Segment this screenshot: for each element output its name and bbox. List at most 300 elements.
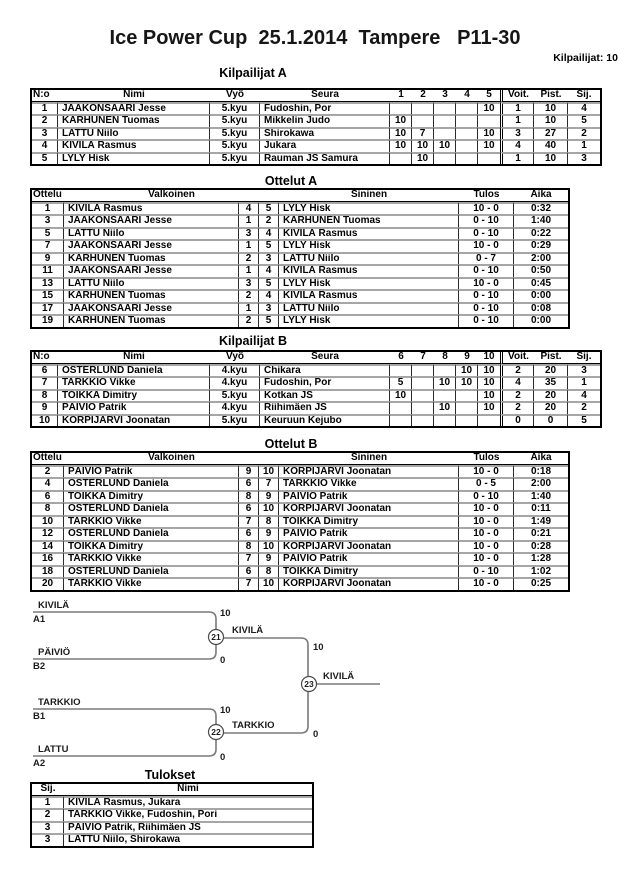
- medal-bracket: [0, 592, 630, 777]
- cell: 0:00: [514, 314, 568, 327]
- cell: LATTU Niilo: [64, 277, 239, 290]
- col-wins: Voit.: [500, 352, 534, 364]
- cell: [412, 414, 434, 427]
- cell: 10: [534, 102, 568, 115]
- cell: 13: [32, 277, 64, 290]
- col-round-8: 8: [434, 352, 456, 364]
- cell: 10 - 0: [459, 239, 514, 252]
- table-row: [32, 565, 568, 578]
- cell: KIVILÄ Rasmus: [279, 289, 459, 302]
- sf1-match-no: 21: [211, 632, 221, 642]
- cell: [412, 114, 434, 127]
- cell: 10: [32, 515, 64, 528]
- cell: 5.kyu: [210, 152, 260, 165]
- table-row: [32, 264, 568, 277]
- cell: TOIKKA Dimitry: [64, 540, 239, 553]
- cell: 0 - 10: [459, 314, 514, 327]
- cell: 8: [239, 540, 259, 553]
- cell: [434, 364, 456, 377]
- cell: 7: [32, 239, 64, 252]
- cell: 0:08: [514, 302, 568, 315]
- col-result: Tulos: [459, 453, 514, 465]
- col-belt: Vyö: [210, 352, 260, 364]
- cell: 6: [239, 502, 259, 515]
- sf1-top-seed: A1: [33, 614, 46, 625]
- table-row: [32, 277, 568, 290]
- table-row: [32, 577, 568, 590]
- table-row: [32, 152, 600, 165]
- cell: 7: [239, 577, 259, 590]
- cell: 10: [456, 364, 478, 377]
- cell: 1: [239, 214, 259, 227]
- col-round-9: 9: [456, 352, 478, 364]
- cell: 5: [259, 277, 279, 290]
- cell: 0: [534, 414, 568, 427]
- table-header-row: [32, 784, 312, 796]
- cell: 2: [239, 314, 259, 327]
- cell: LATTU Niilo: [58, 127, 210, 140]
- cell: 9: [32, 401, 58, 414]
- cell: TARKKIO Vikke: [58, 376, 210, 389]
- cell: TARKKIO Vikke, Fudoshin, Pori: [64, 808, 312, 821]
- cell: KORPIJÄRVI Joonatan: [279, 540, 459, 553]
- cell: 10: [412, 152, 434, 165]
- cell: Shirokawa: [260, 127, 390, 140]
- cell: [412, 364, 434, 377]
- col-white: Valkoinen: [64, 453, 279, 465]
- cell: 6: [239, 565, 259, 578]
- cell: 3: [32, 214, 64, 227]
- cell: [434, 389, 456, 402]
- cell: 4: [500, 376, 534, 389]
- col-belt: Vyö: [210, 90, 260, 102]
- table-row: [32, 502, 568, 515]
- cell: 1:40: [514, 490, 568, 503]
- table-row: [32, 796, 312, 809]
- cell: 10: [434, 139, 456, 152]
- cell: TARKKIO Vikke: [64, 577, 239, 590]
- table-row: [32, 227, 568, 240]
- cell: [456, 139, 478, 152]
- table-row: [32, 252, 568, 265]
- cell: 10: [478, 139, 500, 152]
- cell: 4: [32, 139, 58, 152]
- col-place: Sij.: [32, 784, 64, 796]
- cell: 1: [32, 202, 64, 215]
- cell: 10 - 0: [459, 577, 514, 590]
- col-round-5: 5: [478, 90, 500, 102]
- col-name: Nimi: [64, 784, 312, 796]
- cell: 15: [32, 289, 64, 302]
- cell: Keuruun Kejubo: [260, 414, 390, 427]
- cell: JAAKONSAARI Jesse: [64, 239, 239, 252]
- cell: 4.kyu: [210, 401, 260, 414]
- cell: PÄIVIÖ Patrik: [279, 527, 459, 540]
- cell: Mikkelin Judo: [260, 114, 390, 127]
- cell: LYLY Hisk: [279, 202, 459, 215]
- cell: 5: [259, 202, 279, 215]
- cell: 0 - 10: [459, 264, 514, 277]
- final-winner: KIVILÄ: [323, 671, 355, 682]
- table-row: [32, 314, 568, 327]
- cell: [456, 389, 478, 402]
- table-header-row: [32, 453, 568, 465]
- cell: 5: [390, 376, 412, 389]
- cell: JAAKONSAARI Jesse: [64, 264, 239, 277]
- cell: 2: [568, 401, 600, 414]
- cell: 8: [259, 565, 279, 578]
- cell: Jukara: [260, 139, 390, 152]
- col-club: Seura: [260, 352, 390, 364]
- cell: 1: [500, 114, 534, 127]
- cell: 0:29: [514, 239, 568, 252]
- bracket-line: [223, 638, 308, 677]
- sf1-bottom-seed: B2: [33, 661, 46, 672]
- bracket-line: [33, 709, 216, 725]
- cell: [434, 414, 456, 427]
- col-name: Nimi: [58, 90, 210, 102]
- cell: 7: [239, 515, 259, 528]
- cell: Fudoshin, Por: [260, 102, 390, 115]
- col-match-no: Ottelu: [32, 453, 64, 465]
- table-row: [32, 289, 568, 302]
- table-row: [32, 490, 568, 503]
- cell: LATTU Niilo, Shirokawa: [64, 833, 312, 846]
- cell: 10: [456, 376, 478, 389]
- sf2-bottom-score: 0: [220, 752, 226, 763]
- cell: 2: [259, 214, 279, 227]
- cell: 5: [259, 314, 279, 327]
- col-result: Tulos: [459, 190, 514, 202]
- cell: 5.kyu: [210, 389, 260, 402]
- cell: 14: [32, 540, 64, 553]
- cell: 10 - 0: [459, 502, 514, 515]
- cell: 0 - 10: [459, 490, 514, 503]
- cell: ÖSTERLUND Daniela: [64, 502, 239, 515]
- cell: 0:22: [514, 227, 568, 240]
- cell: 10: [478, 401, 500, 414]
- cell: 1: [500, 102, 534, 115]
- cell: ÖSTERLUND Daniela: [64, 477, 239, 490]
- col-round-2: 2: [412, 90, 434, 102]
- cell: 20: [534, 401, 568, 414]
- cell: 3: [259, 252, 279, 265]
- cell: [434, 152, 456, 165]
- cell: 0:11: [514, 502, 568, 515]
- col-round-3: 3: [434, 90, 456, 102]
- cell: KIVILÄ Rasmus, Jukara: [64, 796, 312, 809]
- sf2-top-seed: B1: [33, 711, 46, 722]
- cell: KIVILÄ Rasmus: [279, 264, 459, 277]
- cell: 35: [534, 376, 568, 389]
- cell: 10: [534, 114, 568, 127]
- col-time: Aika: [514, 453, 568, 465]
- matches-b-table: [30, 451, 570, 592]
- pool-a-table: [30, 88, 602, 166]
- cell: 4.kyu: [210, 364, 260, 377]
- cell: TOIKKA Dimitry: [279, 565, 459, 578]
- col-round-1: 1: [390, 90, 412, 102]
- cell: 7: [239, 552, 259, 565]
- cell: [434, 114, 456, 127]
- col-round-7: 7: [412, 352, 434, 364]
- page-title: Ice Power Cup 25.1.2014 Tampere P11-30: [109, 27, 521, 49]
- cell: KORPIJÄRVI Joonatan: [279, 577, 459, 590]
- cell: 0:28: [514, 540, 568, 553]
- cell: 2:00: [514, 477, 568, 490]
- table-row: [32, 477, 568, 490]
- sf2-winner: TARKKIO: [232, 720, 275, 731]
- cell: 1: [239, 302, 259, 315]
- cell: 6: [32, 490, 64, 503]
- cell: 0 - 10: [459, 565, 514, 578]
- final-match-no: 23: [304, 679, 314, 689]
- cell: 5.kyu: [210, 139, 260, 152]
- cell: [412, 102, 434, 115]
- col-points: Pist.: [534, 352, 568, 364]
- sf1-top-score: 10: [220, 608, 231, 619]
- cell: 10: [390, 114, 412, 127]
- cell: 10: [32, 414, 58, 427]
- sf2-match-no: 22: [211, 727, 221, 737]
- cell: 5: [568, 114, 600, 127]
- cell: [478, 114, 500, 127]
- cell: 10: [478, 127, 500, 140]
- cell: 10 - 0: [459, 202, 514, 215]
- cell: 1: [32, 102, 58, 115]
- table-row: [32, 540, 568, 553]
- cell: 3: [32, 833, 64, 846]
- cell: 4: [259, 264, 279, 277]
- cell: ÖSTERLUND Daniela: [64, 527, 239, 540]
- table-row: [32, 515, 568, 528]
- cell: [390, 401, 412, 414]
- cell: 5: [259, 239, 279, 252]
- cell: 17: [32, 302, 64, 315]
- cell: LYLY Hisk: [279, 239, 459, 252]
- table-row: [32, 302, 568, 315]
- cell: 1:49: [514, 515, 568, 528]
- col-blue: Sininen: [279, 190, 459, 202]
- col-time: Aika: [514, 190, 568, 202]
- cell: 3: [239, 227, 259, 240]
- cell: 10 - 0: [459, 540, 514, 553]
- cell: KORPIJÄRVI Joonatan: [279, 465, 459, 478]
- col-wins: Voit.: [500, 90, 534, 102]
- cell: 0:00: [514, 289, 568, 302]
- table-row: [32, 821, 312, 834]
- sf1-bottom-score: 0: [220, 655, 226, 666]
- cell: 0 - 10: [459, 227, 514, 240]
- results-table: [30, 782, 314, 848]
- cell: Riihimäen JS: [260, 401, 390, 414]
- cell: 2: [32, 808, 64, 821]
- col-place: Sij.: [568, 90, 600, 102]
- cell: 0:32: [514, 202, 568, 215]
- table-row: [32, 414, 600, 427]
- cell: [390, 152, 412, 165]
- cell: 10: [390, 139, 412, 152]
- sf2-bottom-name: LATTU: [38, 744, 69, 755]
- cell: 10: [259, 577, 279, 590]
- cell: LATTU Niilo: [64, 227, 239, 240]
- col-round-10: 10: [478, 352, 500, 364]
- cell: 0 - 10: [459, 302, 514, 315]
- cell: 2: [500, 401, 534, 414]
- cell: PÄIVIÖ Patrik: [279, 552, 459, 565]
- cell: 3: [568, 364, 600, 377]
- table-row: [32, 808, 312, 821]
- table-row: [32, 389, 600, 402]
- cell: [390, 102, 412, 115]
- cell: 3: [568, 152, 600, 165]
- cell: 1: [239, 264, 259, 277]
- cell: 8: [259, 515, 279, 528]
- cell: 20: [534, 364, 568, 377]
- cell: 20: [534, 389, 568, 402]
- table-row: [32, 127, 600, 140]
- results-heading: Tulokset: [144, 768, 196, 782]
- cell: LYLY Hisk: [279, 277, 459, 290]
- cell: 2: [32, 114, 58, 127]
- sf1-winner: KIVILÄ: [232, 625, 264, 636]
- col-round-4: 4: [456, 90, 478, 102]
- cell: 11: [32, 264, 64, 277]
- cell: 2: [239, 289, 259, 302]
- cell: 2: [500, 389, 534, 402]
- table-row: [32, 401, 600, 414]
- pool-a-heading: Kilpailijat A: [219, 66, 287, 80]
- cell: PÄIVIÖ Patrik: [279, 490, 459, 503]
- cell: 2:00: [514, 252, 568, 265]
- cell: 5.kyu: [210, 102, 260, 115]
- cell: PÄIVIÖ Patrik: [64, 465, 239, 478]
- cell: 7: [259, 477, 279, 490]
- cell: 2: [32, 465, 64, 478]
- cell: 10 - 0: [459, 515, 514, 528]
- cell: 1: [568, 139, 600, 152]
- cell: [456, 102, 478, 115]
- cell: Chikara: [260, 364, 390, 377]
- table-row: [32, 833, 312, 846]
- table-row: [32, 102, 600, 115]
- matches-b-heading: Ottelut B: [264, 437, 318, 451]
- cell: 5.kyu: [210, 127, 260, 140]
- matches-a-heading: Ottelut A: [264, 174, 318, 188]
- cell: 9: [259, 552, 279, 565]
- col-white: Valkoinen: [64, 190, 279, 202]
- cell: 6: [239, 527, 259, 540]
- col-round-6: 6: [390, 352, 412, 364]
- cell: KARHUNEN Tuomas: [58, 114, 210, 127]
- cell: 9: [239, 465, 259, 478]
- cell: Rauman JS Samura: [260, 152, 390, 165]
- cell: [390, 414, 412, 427]
- cell: KORPIJÄRVI Joonatan: [58, 414, 210, 427]
- cell: KARHUNEN Tuomas: [64, 289, 239, 302]
- bracket-line: [33, 612, 216, 630]
- cell: LYLY Hisk: [58, 152, 210, 165]
- col-points: Pist.: [534, 90, 568, 102]
- cell: 4: [568, 102, 600, 115]
- cell: KORPIJÄRVI Joonatan: [279, 502, 459, 515]
- table-header-row: [32, 90, 600, 102]
- cell: KIVILÄ Rasmus: [64, 202, 239, 215]
- sf1-bottom-name: PÄIVIÖ: [38, 647, 71, 658]
- cell: 4: [32, 477, 64, 490]
- cell: 4: [239, 202, 259, 215]
- table-row: [32, 114, 600, 127]
- cell: 2: [239, 252, 259, 265]
- cell: [456, 152, 478, 165]
- sf1-top-name: KIVILÄ: [38, 600, 70, 611]
- cell: 5: [32, 152, 58, 165]
- cell: [434, 127, 456, 140]
- cell: 0 - 7: [459, 252, 514, 265]
- cell: KARHUNEN Tuomas: [279, 214, 459, 227]
- cell: 5.kyu: [210, 114, 260, 127]
- pool-b-heading: Kilpailijat B: [218, 334, 288, 348]
- cell: 7: [32, 376, 58, 389]
- cell: 0:50: [514, 264, 568, 277]
- table-row: [32, 465, 568, 478]
- col-name: Nimi: [58, 352, 210, 364]
- sf2-top-name: TARKKIO: [38, 697, 81, 708]
- cell: [456, 114, 478, 127]
- cell: 6: [32, 364, 58, 377]
- cell: TARKKIO Vikke: [64, 552, 239, 565]
- cell: 4: [259, 289, 279, 302]
- cell: 10: [390, 389, 412, 402]
- table-row: [32, 202, 568, 215]
- matches-a-table: [30, 188, 570, 329]
- cell: JAAKONSAARI Jesse: [64, 214, 239, 227]
- cell: 10: [478, 364, 500, 377]
- col-no: N:o: [32, 352, 58, 364]
- cell: 2: [500, 364, 534, 377]
- col-no: N:o: [32, 90, 58, 102]
- cell: 10: [434, 376, 456, 389]
- cell: 0 - 10: [459, 214, 514, 227]
- table-row: [32, 239, 568, 252]
- cell: 1:40: [514, 214, 568, 227]
- sf2-winner-score: 0: [313, 729, 319, 740]
- cell: 9: [259, 527, 279, 540]
- sf1-winner-score: 10: [313, 642, 324, 653]
- cell: Fudoshin, Por: [260, 376, 390, 389]
- cell: [434, 102, 456, 115]
- cell: 0:45: [514, 277, 568, 290]
- cell: ÖSTERLUND Daniela: [64, 565, 239, 578]
- cell: PÄIVIÖ Patrik: [58, 401, 210, 414]
- cell: KIVILÄ Rasmus: [279, 227, 459, 240]
- cell: 27: [534, 127, 568, 140]
- cell: 19: [32, 314, 64, 327]
- cell: 10: [390, 127, 412, 140]
- table-row: [32, 139, 600, 152]
- cell: 1:28: [514, 552, 568, 565]
- cell: [478, 152, 500, 165]
- cell: 18: [32, 565, 64, 578]
- cell: 8: [32, 389, 58, 402]
- cell: 10: [478, 389, 500, 402]
- cell: KIVILÄ Rasmus: [58, 139, 210, 152]
- cell: TOIKKA Dimitry: [279, 515, 459, 528]
- cell: 10: [534, 152, 568, 165]
- cell: [412, 401, 434, 414]
- cell: JAAKONSAARI Jesse: [64, 302, 239, 315]
- cell: LATTU Niilo: [279, 252, 459, 265]
